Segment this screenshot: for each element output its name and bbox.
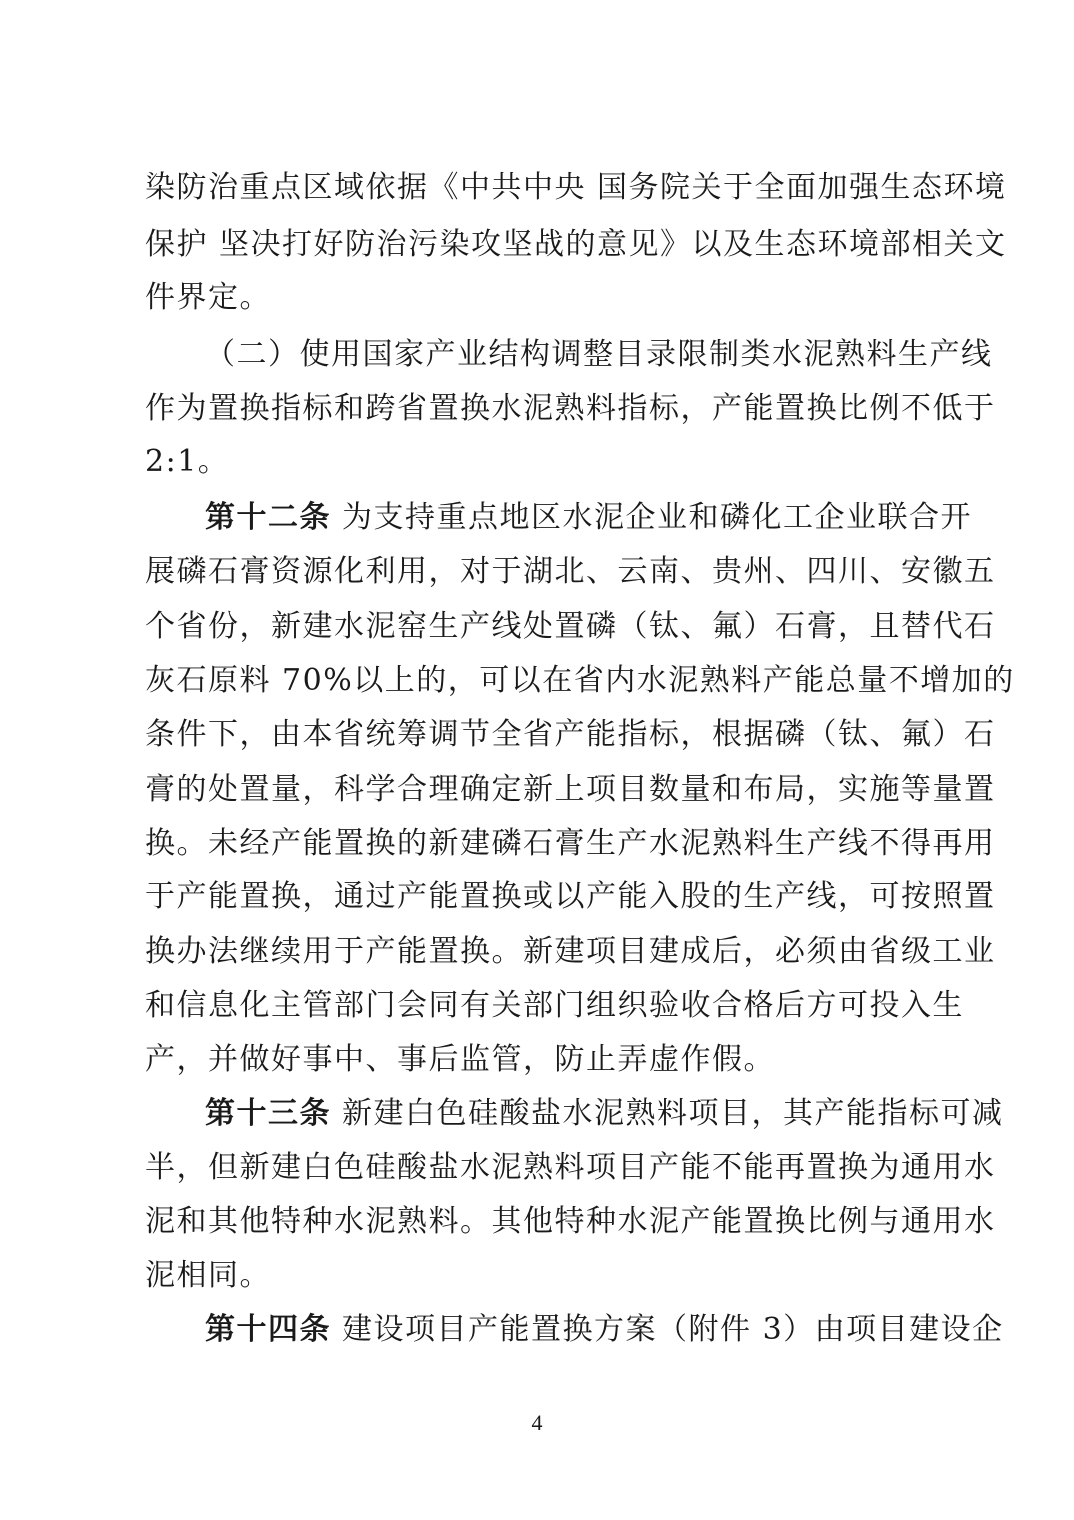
text-line: 和信息化主管部门会同有关部门组织验收合格后方可投入生 [145, 988, 964, 1023]
article-number-12: 第十二条 [205, 500, 331, 535]
text-line: 产，并做好事中、事后监管，防止弄虚作假。 [145, 1042, 775, 1077]
article-heading-line [205, 1094, 1004, 1134]
text-line: 膏的处置量，科学合理确定新上项目数量和布局，实施等量置 [145, 772, 996, 807]
text-line: 件界定。 [145, 280, 271, 315]
text-line: 于产能置换，通过产能置换或以产能入股的生产线，可按照置 [145, 879, 996, 914]
article-text: 为支持重点地区水泥企业和磷化工企业联合开 [331, 500, 973, 535]
text-line: 2:1。 [145, 444, 230, 479]
text-line: 换办法继续用于产能置换。新建项目建成后，必须由省级工业 [145, 934, 996, 969]
article-heading-line [205, 1310, 1004, 1350]
page-number: 4 [531, 1410, 543, 1435]
article-number-13: 第十三条 [205, 1096, 331, 1131]
article-heading-line [205, 498, 973, 538]
text-line: 展磷石膏资源化利用，对于湖北、云南、贵州、四川、安徽五 [145, 554, 996, 589]
text-line: 泥和其他特种水泥熟料。其他特种水泥产能置换比例与通用水 [145, 1204, 996, 1239]
text-line: 灰石原料 70%以上的，可以在省内水泥熟料产能总量不增加的 [145, 663, 1015, 698]
text-line: 换。未经产能置换的新建磷石膏生产水泥熟料生产线不得再用 [145, 826, 996, 861]
article-text: 新建白色硅酸盐水泥熟料项目，其产能指标可减 [331, 1096, 1004, 1131]
text-line: （二）使用国家产业结构调整目录限制类水泥熟料生产线 [205, 337, 993, 372]
text-line: 泥相同。 [145, 1258, 271, 1293]
text-line: 作为置换指标和跨省置换水泥熟料指标，产能置换比例不低于 [145, 391, 996, 426]
text-line: 条件下，由本省统筹调节全省产能指标，根据磷（钛、氟）石 [145, 717, 996, 752]
article-text: 建设项目产能置换方案（附件 3）由项目建设企 [331, 1312, 1004, 1347]
text-line: 保护 坚决打好防治污染攻坚战的意见》以及生态环境部相关文 [145, 227, 1007, 262]
text-line: 个省份，新建水泥窑生产线处置磷（钛、氟）石膏，且替代石 [145, 609, 996, 644]
text-line: 染防治重点区域依据《中共中央 国务院关于全面加强生态环境 [145, 170, 1007, 205]
article-number-14: 第十四条 [205, 1312, 331, 1347]
text-line: 半，但新建白色硅酸盐水泥熟料项目产能不能再置换为通用水 [145, 1150, 996, 1185]
